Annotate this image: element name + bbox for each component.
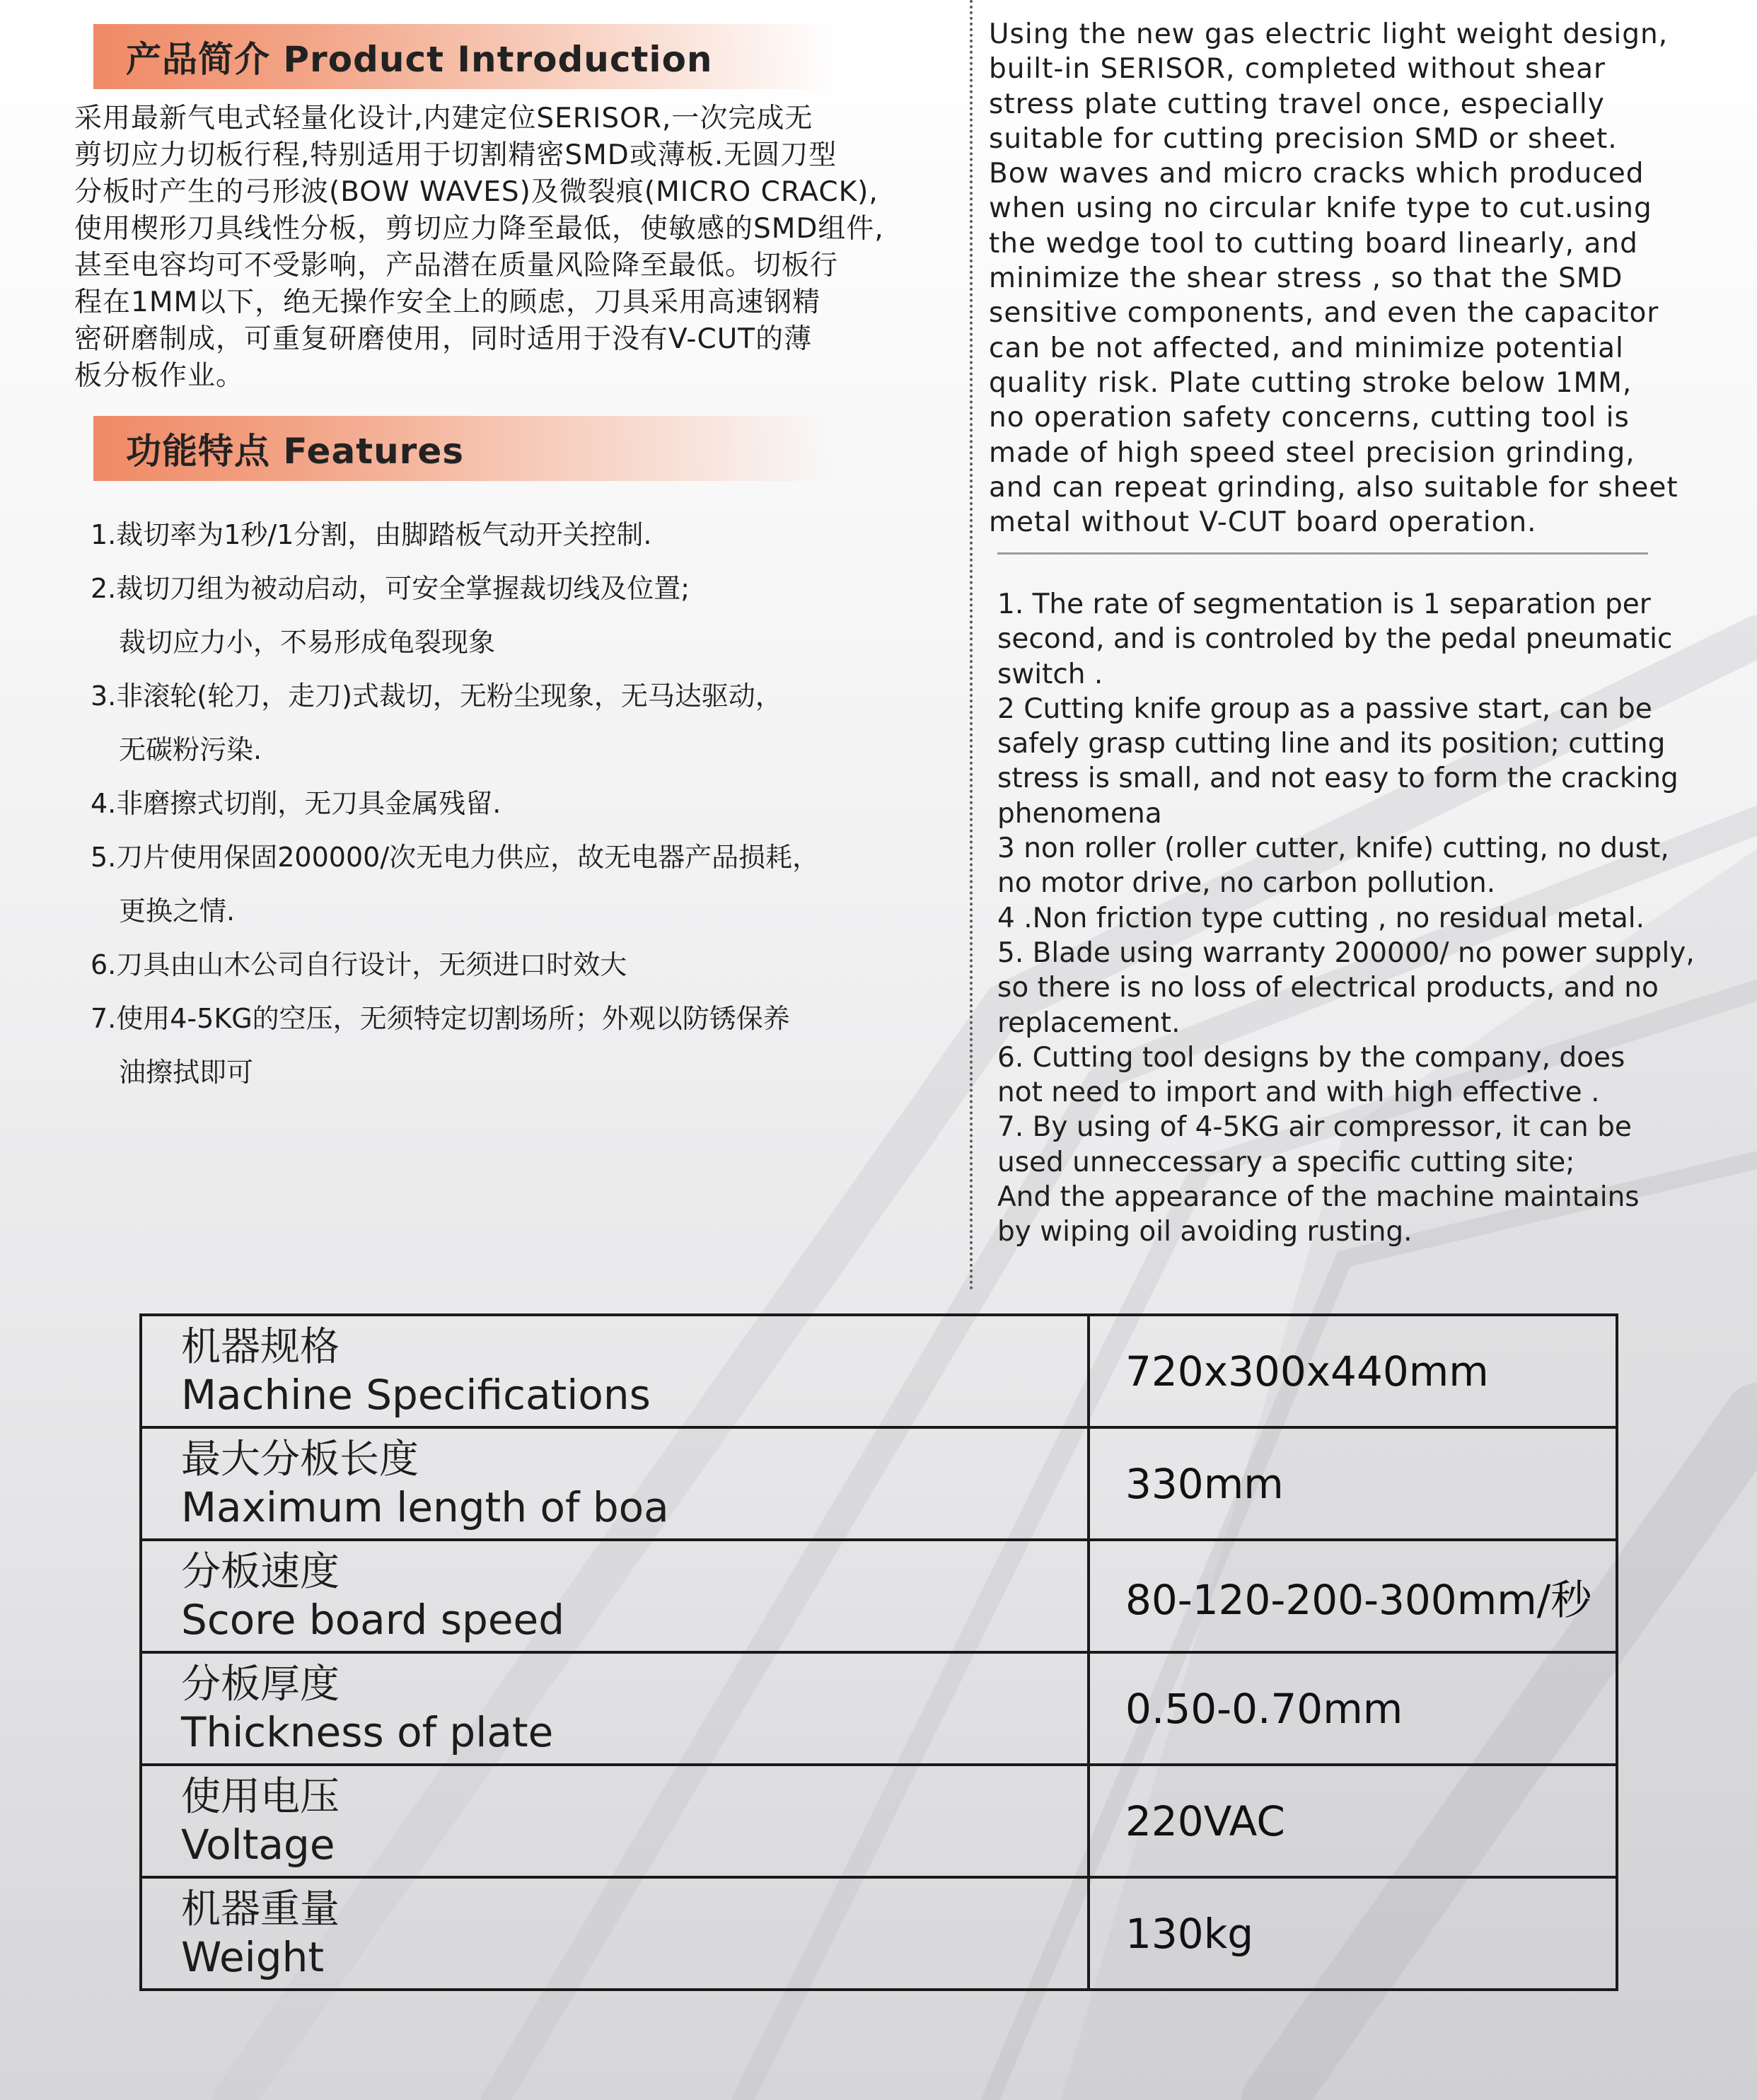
spec-label <box>141 1540 1089 1652</box>
intro-text-zh: 采用最新气电式轻量化设计,内建定位SERISOR,一次完成无 剪切应力切板行程,特别适用于切割精密SMD或薄板.无圆刀型 分板时产生的弓形波(BOW WAVES)及微裂痕(MICRO CRACK), 使用楔形刀具线性分板，剪切应力降至最低，使敏感的SMD组件, 甚至电容均可不受影响，产品潜在质量风险降至最低。切板行 程在1MM以下，绝无操作安全上的顾虑，刀具采用高速钢精 密研磨制成，可重复研磨使用，同时适用于没有V-CUT的薄 板分板作业。 <box>74 103 884 392</box>
spec-value: 80-120-200-300mm/秒 <box>1089 1540 1617 1652</box>
table-row <box>141 1540 1617 1652</box>
spec-table <box>139 1313 1618 1991</box>
table-row <box>141 1765 1617 1877</box>
spec-label-zh: 机器规格 <box>181 1323 340 1370</box>
feature-item: 6.刀具由山木公司自行设计，无须进口时效大 <box>91 949 627 980</box>
feature-item: 2.裁切刀组为被动启动，可安全掌握裁切线及位置; <box>91 573 690 604</box>
spec-label <box>141 1877 1089 1990</box>
spec-label-zh: 机器重量 <box>181 1886 340 1932</box>
spec-value: 220VAC <box>1089 1765 1617 1877</box>
feature-item-continued: 更换之情. <box>119 895 236 927</box>
table-row <box>141 1427 1617 1540</box>
spec-label-en: Thickness of plate <box>181 1707 554 1756</box>
spec-label-en: Machine Specifications <box>181 1370 651 1419</box>
feature-item: 4.非磨擦式切削，无刀具金属残留. <box>91 788 501 819</box>
feature-item-continued: 无碳粉污染. <box>119 734 262 765</box>
spec-label-zh: 使用电压 <box>181 1773 340 1820</box>
feature-item: 7.使用4-5KG的空压，无须特定切割场所；外观以防锈保养 <box>91 1003 790 1034</box>
feature-item-continued: 油擦拭即可 <box>119 1057 254 1088</box>
spec-label <box>141 1315 1089 1427</box>
table-row <box>141 1652 1617 1765</box>
spec-value: 720x300x440mm <box>1089 1315 1617 1427</box>
spec-label-zh: 分板厚度 <box>181 1661 340 1707</box>
spec-label-en: Voltage <box>181 1820 335 1869</box>
feature-item: 5.刀片使用保固200000/次无电力供应，故无电器产品损耗， <box>91 842 820 873</box>
spec-label <box>141 1765 1089 1877</box>
spec-label <box>141 1427 1089 1540</box>
intro-text-en: Using the new gas electric light weight design, built-in SERISOR, completed without shear stress plate cutting travel once, especially suitable for cutting precision SMD or sheet. Bow waves and micro cracks which produced when using no circular knife type to cut.using the wedge tool to cutting board linearly, and minimize the shear stress , so that the SMD sensitive components, and even the capacitor can be not affected, and minimize potential quality risk. Plate cutting stroke below 1MM, no operation safety concerns, cutting tool is made of high speed steel precision grinding, and can repeat grinding, also suitable for sheet metal without V-CUT board operation. <box>989 18 1678 539</box>
column-divider <box>970 0 973 1291</box>
spec-label <box>141 1652 1089 1765</box>
spec-label-en: Score board speed <box>181 1595 565 1644</box>
section-divider <box>997 552 1648 555</box>
table-row <box>141 1315 1617 1427</box>
spec-value: 130kg <box>1089 1877 1617 1990</box>
features-list-zh <box>91 508 968 1099</box>
product-introduction-heading: 产品简介 Product Introduction <box>93 24 833 89</box>
spec-label-zh: 分板速度 <box>181 1548 340 1595</box>
features-heading: 功能特点 Features <box>93 416 833 481</box>
spec-value: 0.50-0.70mm <box>1089 1652 1617 1765</box>
spec-label-en: Maximum length of boa <box>181 1483 669 1531</box>
feature-item: 3.非滚轮(轮刀，走刀)式裁切，无粉尘现象，无马达驱动， <box>91 680 782 712</box>
spec-label-en: Weight <box>181 1932 325 1981</box>
feature-item-continued: 裁切应力小，不易形成龟裂现象 <box>119 627 496 658</box>
feature-item: 1.裁切率为1秒/1分割，由脚踏板气动开关控制. <box>91 519 652 550</box>
features-text-en: 1. The rate of segmentation is 1 separation per second, and is controled by the pedal pneumatic switch . 2 Cutting knife group as a passive start, can be safely grasp cutting line and its position; cutting stress is small, and not easy to form the cracking phenomena 3 non roller (roller cutter, knife) cutting, no dust, no motor drive, no carbon pollution. 4 .Non friction type cutting , no residual metal. 5. Blade using warranty 200000/ no power supply, so there is no loss of electrical products, and no replacement. 6. Cutting tool designs by the company, does not need to import and with high effective . 7. By using of 4-5KG air compressor, it can be used unneccessary a specific cutting site; And the appearance of the machine maintains by wiping oil avoiding rusting. <box>997 588 1695 1248</box>
table-row <box>141 1877 1617 1990</box>
spec-value: 330mm <box>1089 1427 1617 1540</box>
spec-label-zh: 最大分板长度 <box>181 1436 419 1483</box>
